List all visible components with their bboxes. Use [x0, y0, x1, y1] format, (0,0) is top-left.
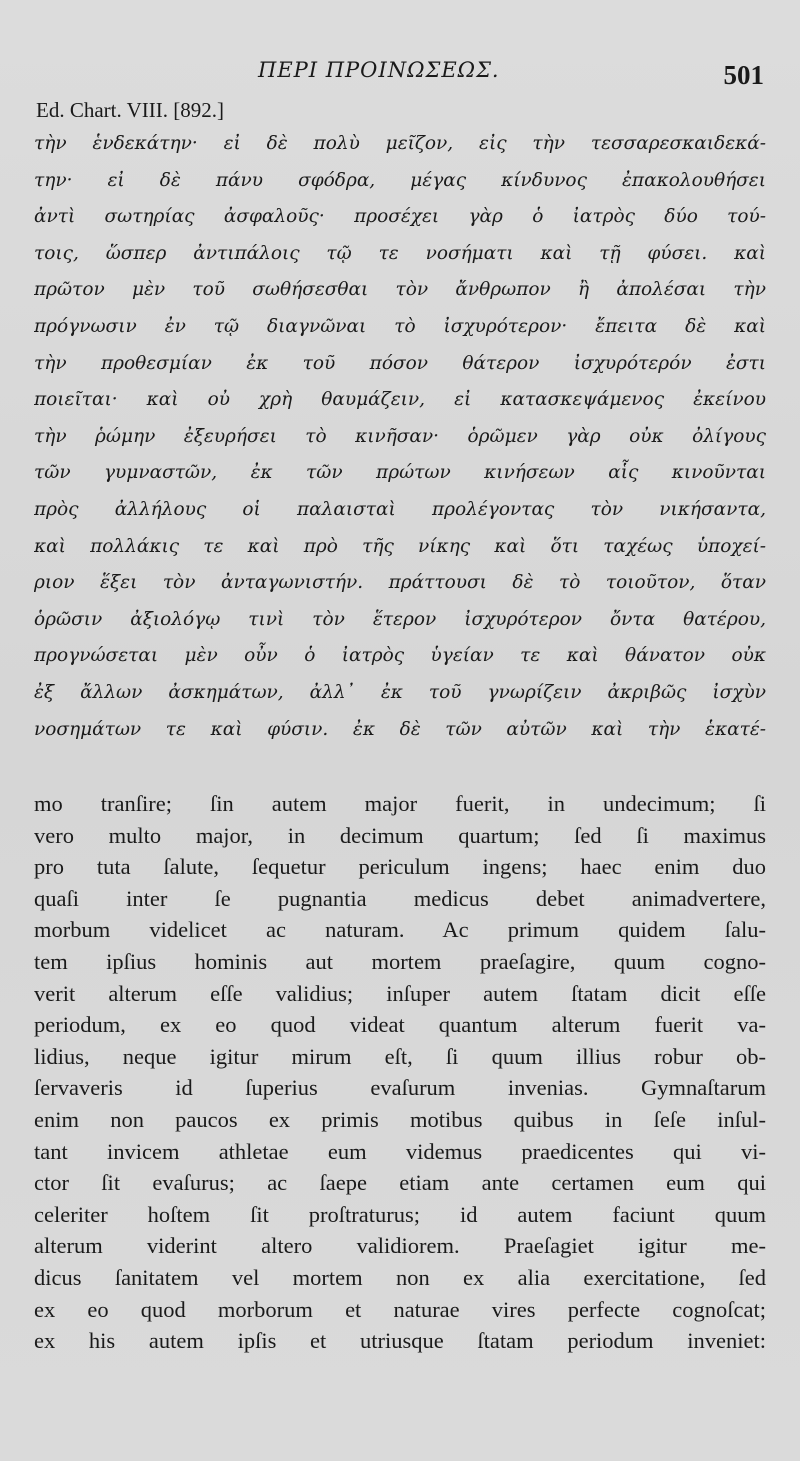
- latin-line: tem ipſius hominis aut mortem praeſagire, quum cogno-: [34, 948, 766, 974]
- greek-text-block: [34, 126, 766, 748]
- latin-line: ſervaveris id ſuperius evaſurum invenias. Gymnaſtarum: [34, 1075, 766, 1101]
- greek-line: πρῶτον μὲν τοῦ σωθήσεσθαι τὸν ἄνθρωπον ἢ ἀπολέσαι τὴν: [34, 279, 766, 301]
- greek-line: ποιεῖται· καὶ οὐ χρὴ θαυμάζειν, εἰ κατασκεψάμενος ἐκείνου: [34, 389, 766, 411]
- greek-line: προγνώσεται μὲν οὖν ὁ ἰατρὸς ὑγείαν τε καὶ θάνατον οὐκ: [34, 645, 766, 667]
- latin-line: ex eo quod morborum et naturae vires perfecte cognoſcat;: [34, 1296, 766, 1322]
- latin-line: dicus ſanitatem vel mortem non ex alia exercitatione, ſed: [34, 1264, 766, 1290]
- latin-line: lidius, neque igitur mirum eſt, ſi quum illius robur ob-: [34, 1043, 766, 1069]
- greek-line: νοσημάτων τε καὶ φύσιν. ἐκ δὲ τῶν αὐτῶν καὶ τὴν ἑκατέ-: [34, 718, 766, 740]
- greek-line: πρόγνωσιν ἐν τῷ διαγνῶναι τὸ ἰσχυρότερον· ἔπειτα δὲ καὶ: [34, 315, 766, 337]
- greek-line: ἀντὶ σωτηρίας ἀσφαλοῦς· προσέχει γὰρ ὁ ἰατρὸς δύο τού-: [34, 206, 766, 228]
- latin-line: celeriter hoſtem ſit proſtraturus; id autem faciunt quum: [34, 1201, 766, 1227]
- latin-line: periodum, ex eo quod videat quantum alterum fuerit va-: [34, 1012, 766, 1038]
- latin-text-block: [34, 788, 766, 1357]
- greek-line: τὴν ἑνδεκάτην· εἰ δὲ πολὺ μεῖζον, εἰς τὴν τεσσαρεσκαιδεκά-: [34, 133, 766, 154]
- greek-line: ἐξ ἄλλων ἀσκημάτων, ἀλλ᾽ ἐκ τοῦ γνωρίζειν ἀκριβῶς ἰσχὺν: [34, 681, 766, 703]
- running-head: [0, 58, 800, 88]
- greek-line: την· εἰ δὲ πάνυ σφόδρα, μέγας κίνδυνος ἐπακολουθήσει: [34, 169, 766, 191]
- latin-line: ctor ſit evaſurus; ac ſaepe etiam ante certamen eum qui: [34, 1170, 766, 1196]
- latin-line: ex his autem ipſis et utriusque ſtatam periodum inveniet:: [34, 1328, 766, 1354]
- greek-line: τῶν γυμναστῶν, ἐκ τῶν πρώτων κινήσεων αἷς κινοῦνται: [34, 462, 766, 484]
- greek-line: πρὸς ἀλλήλους οἱ παλαισταὶ προλέγοντας τὸν νικήσαντα,: [34, 498, 766, 520]
- greek-line: ὁρῶσιν ἀξιολόγῳ τινὶ τὸν ἕτερον ἰσχυρότερον ὄντα θατέρου,: [34, 608, 766, 630]
- latin-line: morbum videlicet ac naturam. Ac primum quidem ſalu-: [34, 917, 766, 943]
- latin-line: alterum viderint altero validiorem. Praeſagiet igitur me-: [34, 1233, 766, 1259]
- latin-line: enim non paucos ex primis motibus quibus in ſeſe inſul-: [34, 1106, 766, 1132]
- latin-line: pro tuta ſalute, ſequetur periculum ingens; haec enim duo: [34, 854, 766, 880]
- latin-line: quaſi inter ſe pugnantia medicus debet animadvertere,: [34, 885, 766, 911]
- greek-line: καὶ πολλάκις τε καὶ πρὸ τῆς νίκης καὶ ὅτι ταχέως ὑποχεί-: [34, 535, 766, 557]
- latin-line: verit alterum eſſe validius; inſuper autem ſtatam dicit eſſe: [34, 980, 766, 1006]
- greek-line: τὴν ῥώμην ἐξευρήσει τὸ κινῆσαν· ὁρῶμεν γὰρ οὐκ ὀλίγους: [34, 425, 766, 447]
- latin-line: mo tranſire; ſin autem major fuerit, in undecimum; ſi: [34, 791, 766, 816]
- latin-line: tant invicem athletae eum videmus praedicentes qui vi-: [34, 1138, 766, 1164]
- running-title: ΠΕΡΙ ΠΡΟΙΝΩΣΕΩΣ.: [258, 58, 500, 82]
- greek-line: ριον ἕξει τὸν ἀνταγωνιστήν. πράττουσι δὲ τὸ τοιοῦτον, ὅταν: [34, 572, 766, 594]
- greek-line: τοις, ὥσπερ ἀντιπάλοις τῷ τε νοσήματι καὶ τῇ φύσει. καὶ: [34, 242, 766, 264]
- greek-line: τὴν προθεσμίαν ἐκ τοῦ πόσον θάτερον ἰσχυρότερόν ἐστι: [34, 352, 766, 374]
- edition-reference: Ed. Chart. VIII. [892.]: [36, 98, 224, 122]
- page-number: 501: [723, 60, 764, 90]
- latin-line: vero multo major, in decimum quartum; ſed ſi maximus: [34, 822, 766, 848]
